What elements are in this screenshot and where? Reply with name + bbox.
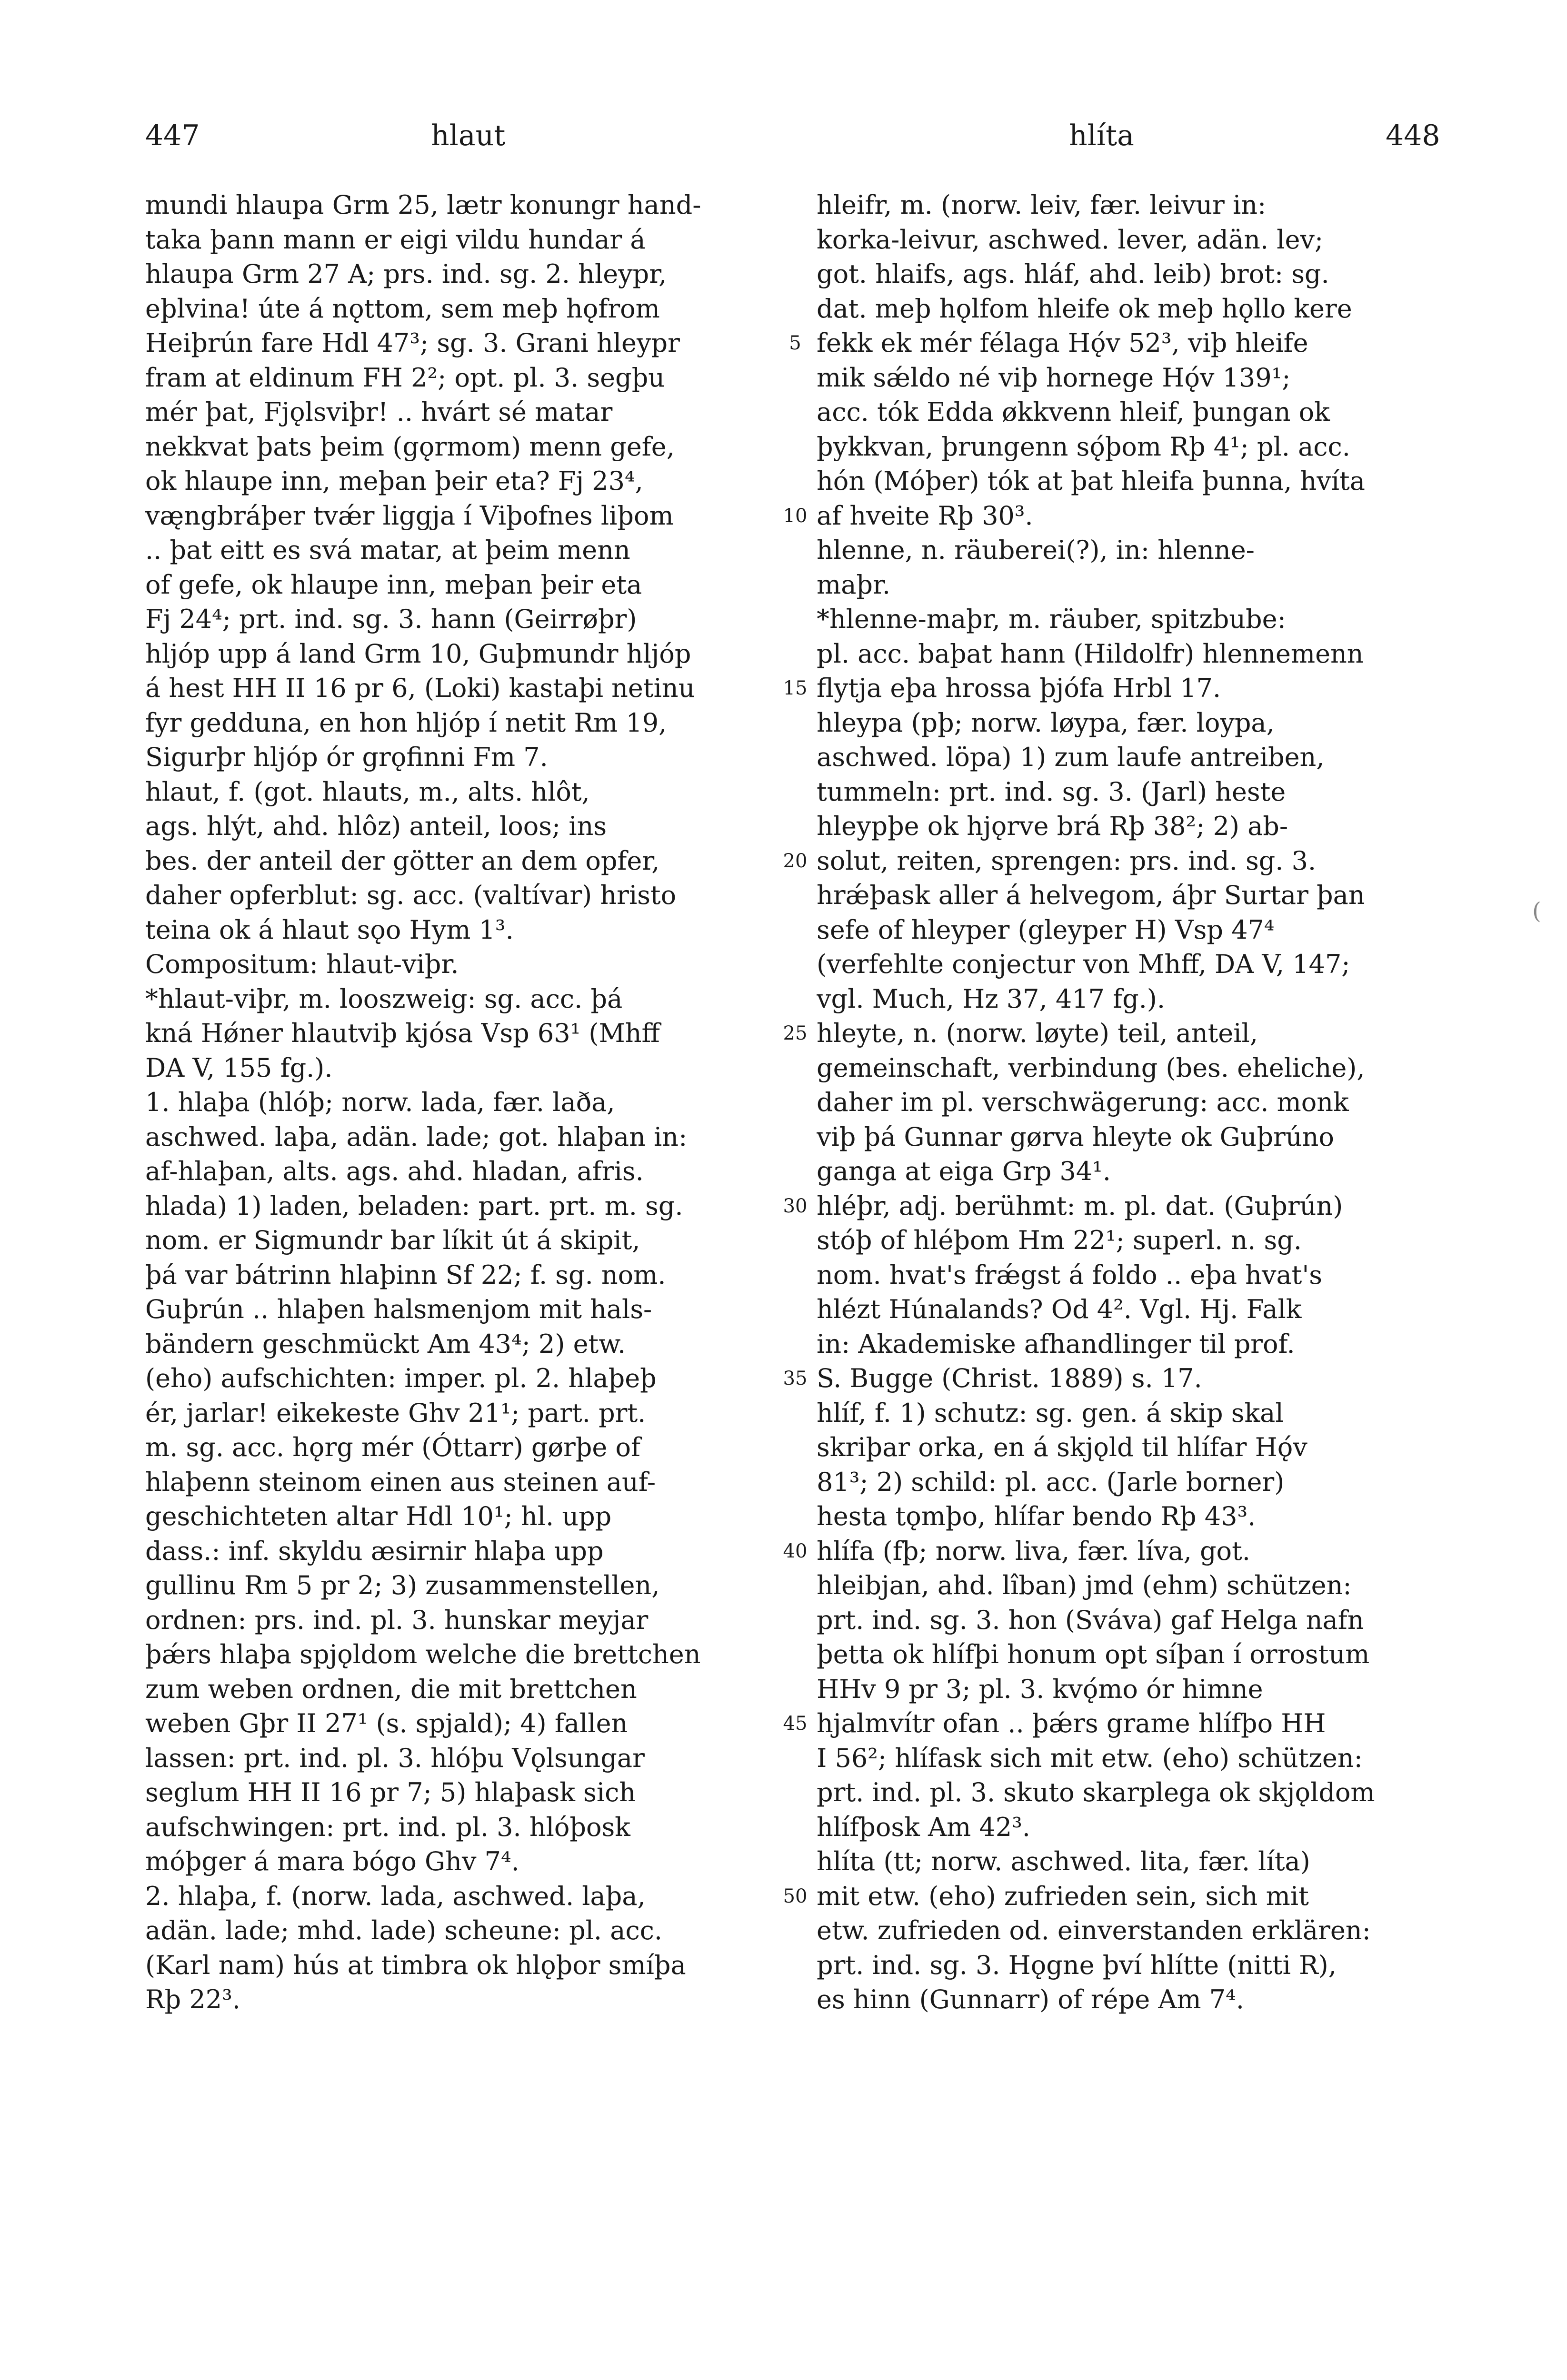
text-line: Compositum: hlaut-viþr. bbox=[145, 949, 459, 979]
text-line: geschichteten altar Hdl 10¹; hl. upp bbox=[145, 1501, 612, 1531]
text-line: hlada) 1) laden, beladen: part. prt. m. sg. bbox=[145, 1190, 683, 1221]
text-line: bändern geschmückt Am 43⁴; 2) etw. bbox=[145, 1329, 626, 1359]
text-line: ér, jarlar! eikekeste Ghv 21¹; part. prt. bbox=[145, 1398, 646, 1428]
text-line: adän. lade; mhd. lade) scheune: pl. acc. bbox=[145, 1915, 663, 1945]
text-line: af-hlaþan, alts. ags. ahd. hladan, afris. bbox=[145, 1156, 644, 1186]
text-line: nekkvat þats þeim (gǫrmom) menn gefe, bbox=[145, 431, 675, 462]
text-line: (Karl nam) hús at timbra ok hlǫþor smíþa bbox=[145, 1950, 686, 1980]
text-line: hlífa (fþ; norw. liva, fær. líva, got. bbox=[817, 1536, 1250, 1566]
text-line: aufschwingen: prt. ind. pl. 3. hlóþosk bbox=[145, 1812, 630, 1842]
text-line: daher opferblut: sg. acc. (valtívar) hristo bbox=[145, 880, 677, 910]
text-line: mik sǽldo né viþ hornege Hǫ́v 139¹; bbox=[817, 362, 1291, 393]
text-line: hleypa (pþ; norw. løypa, fær. loypa, bbox=[817, 707, 1275, 738]
text-line: bes. der anteil der götter an dem opfer, bbox=[145, 845, 660, 876]
text-line: hrǽþask aller á helvegom, áþr Surtar þan bbox=[817, 880, 1365, 910]
text-line: hlíta (tt; norw. aschwed. lita, fær. líta) bbox=[817, 1846, 1310, 1876]
text-line: dass.: inf. skyldu æsirnir hlaþa upp bbox=[145, 1536, 604, 1566]
text-line: hlézt Húnalands? Od 4². Vgl. Hj. Falk bbox=[817, 1294, 1302, 1324]
line-number: 5 bbox=[789, 332, 801, 354]
text-line: mit etw. (eho) zufrieden sein, sich mit bbox=[817, 1881, 1309, 1911]
text-line: hljóp upp á land Grm 10, Guþmundr hljóp bbox=[145, 638, 691, 669]
text-line: aschwed. laþa, adän. lade; got. hlaþan in: bbox=[145, 1121, 688, 1152]
text-line: þǽrs hlaþa spjǫldom welche die brettchen bbox=[145, 1639, 701, 1669]
text-line: aschwed. löpa) 1) zum laufe antreiben, bbox=[817, 742, 1325, 772]
text-line: seglum HH II 16 pr 7; 5) hlaþask sich bbox=[145, 1777, 636, 1807]
text-line: af hveite Rþ 30³. bbox=[817, 500, 1033, 531]
text-line: solut, reiten, sprengen: prs. ind. sg. 3. bbox=[817, 845, 1317, 876]
text-line: gullinu Rm 5 pr 2; 3) zusammenstellen, bbox=[145, 1570, 660, 1600]
text-line: hón (Móþer) tók at þat hleifa þunna, hvíta bbox=[817, 466, 1365, 496]
running-head-left: hlaut bbox=[431, 119, 506, 152]
text-line: S. Bugge (Christ. 1889) s. 17. bbox=[817, 1363, 1202, 1393]
text-line: mér þat, Fjǫlsviþr! .. hvárt sé matar bbox=[145, 397, 613, 427]
text-line: pl. acc. baþat hann (Hildolfr) hlennemenn bbox=[817, 638, 1364, 669]
text-line: hlífþosk Am 42³. bbox=[817, 1812, 1030, 1842]
text-line: þykkvan, þrungenn sǫ́þom Rþ 4¹; pl. acc. bbox=[817, 431, 1350, 462]
text-line: Guþrún .. hlaþen halsmenjom mit hals- bbox=[145, 1294, 652, 1324]
line-number: 30 bbox=[783, 1195, 808, 1217]
text-line: 2. hlaþa, f. (norw. lada, aschwed. laþa, bbox=[145, 1881, 646, 1911]
text-line: etw. zufrieden od. einverstanden erklären: bbox=[817, 1915, 1371, 1945]
text-line: nom. hvat's frǽgst á foldo .. eþa hvat's bbox=[817, 1259, 1322, 1290]
text-line: flytja eþa hrossa þjófa Hrbl 17. bbox=[817, 673, 1221, 703]
text-line: m. sg. acc. hǫrg mér (Óttarr) gørþe of bbox=[145, 1432, 641, 1462]
text-line: taka þann mann er eigi vildu hundar á bbox=[145, 224, 646, 255]
text-line: mundi hlaupa Grm 25, lætr konungr hand- bbox=[145, 190, 701, 220]
text-line: (verfehlte conjectur von Mhff, DA V, 147; bbox=[817, 949, 1350, 979]
text-line: Fj 24⁴; prt. ind. sg. 3. hann (Geirrøþr) bbox=[145, 604, 637, 634]
text-line: in: Akademiske afhandlinger til prof. bbox=[817, 1329, 1295, 1359]
line-number: 45 bbox=[783, 1713, 808, 1735]
text-line: væ̨ngbráþer tvǽr liggja í Viþofnes liþom bbox=[145, 500, 674, 531]
text-line: ok hlaupe inn, meþan þeir eta? Fj 23⁴, bbox=[145, 466, 643, 496]
text-line: prt. ind. sg. 3. Hǫgne því hlítte (nitti R), bbox=[817, 1950, 1337, 1980]
text-line: teina ok á hlaut sǫo Hym 1³. bbox=[145, 914, 514, 945]
text-line: I 56²; hlífask sich mit etw. (eho) schützen: bbox=[817, 1743, 1363, 1773]
text-line: skriþar orka, en á skjǫld til hlífar Hǫ́v bbox=[817, 1432, 1307, 1462]
margin-mark: ( bbox=[1532, 898, 1541, 924]
text-line: hleifr, m. (norw. leiv, fær. leivur in: bbox=[817, 190, 1267, 220]
text-line: korka-leivur, aschwed. lever, adän. lev; bbox=[817, 224, 1324, 255]
text-line: hesta tǫmþo, hlífar bendo Rþ 43³. bbox=[817, 1501, 1256, 1531]
text-line: hlaut, f. (got. hlauts, m., alts. hlôt, bbox=[145, 776, 590, 807]
text-line: hlaupa Grm 27 A; prs. ind. sg. 2. hleypr, bbox=[145, 259, 667, 289]
text-line: lassen: prt. ind. pl. 3. hlóþu Vǫlsungar bbox=[145, 1743, 645, 1773]
text-line: of gefe, ok hlaupe inn, meþan þeir eta bbox=[145, 569, 642, 600]
text-line: fram at eldinum FH 2²; opt. pl. 3. segþu bbox=[145, 362, 665, 393]
text-line: prt. ind. pl. 3. skuto skarplega ok skjǫldom bbox=[817, 1777, 1375, 1807]
text-line: tummeln: prt. ind. sg. 3. (Jarl) heste bbox=[817, 776, 1286, 807]
text-line: hleibjan, ahd. lîban) jmd (ehm) schützen: bbox=[817, 1570, 1352, 1600]
text-line: ordnen: prs. ind. pl. 3. hunskar meyjar bbox=[145, 1605, 649, 1635]
text-line: hjalmvítr ofan .. þǽrs grame hlífþo HH bbox=[817, 1708, 1326, 1738]
line-number: 35 bbox=[783, 1368, 808, 1389]
text-line: *hlaut-viþr, m. looszweig: sg. acc. þá bbox=[145, 983, 623, 1014]
text-line: zum weben ordnen, die mit brettchen bbox=[145, 1674, 637, 1704]
text-line: acc. tók Edda økkvenn hleif, þungan ok bbox=[817, 397, 1330, 427]
running-head-right: hlíta bbox=[1069, 119, 1134, 152]
text-line: eþlvina! úte á nǫttom, sem meþ hǫfrom bbox=[145, 293, 660, 324]
text-line: daher im pl. verschwägerung: acc. monk bbox=[817, 1087, 1349, 1117]
text-line: hleypþe ok hjǫrve brá Rþ 38²; 2) ab- bbox=[817, 811, 1288, 841]
text-line: ags. hlýt, ahd. hlôz) anteil, loos; ins bbox=[145, 811, 607, 841]
text-line: prt. ind. sg. 3. hon (Sváva) gaf Helga nafn bbox=[817, 1605, 1364, 1635]
text-line: got. hlaifs, ags. hláf, ahd. leib) brot: sg. bbox=[817, 259, 1329, 289]
text-line: hleyte, n. (norw. løyte) teil, anteil, bbox=[817, 1018, 1258, 1048]
text-line: móþger á mara bógo Ghv 7⁴. bbox=[145, 1846, 519, 1876]
text-line: dat. meþ hǫlfom hleife ok meþ hǫllo kere bbox=[817, 293, 1352, 324]
page-number-right: 448 bbox=[1386, 119, 1440, 152]
text-line: (eho) aufschichten: imper. pl. 2. hlaþeþ bbox=[145, 1363, 657, 1393]
line-number: 10 bbox=[783, 505, 808, 527]
text-line: 81³; 2) schild: pl. acc. (Jarle borner) bbox=[817, 1467, 1285, 1497]
text-line: ganga at eiga Grp 34¹. bbox=[817, 1156, 1111, 1186]
text-line: nom. er Sigmundr bar líkit út á skipit, bbox=[145, 1225, 640, 1255]
text-line: es hinn (Gunnarr) of répe Am 7⁴. bbox=[817, 1984, 1244, 2014]
text-line: hlenne, n. räuberei(?), in: hlenne- bbox=[817, 535, 1255, 565]
text-line: fyr gedduna, en hon hljóp í netit Rm 19, bbox=[145, 707, 667, 738]
text-line: *hlenne-maþr, m. räuber, spitzbube: bbox=[817, 604, 1286, 634]
text-line: viþ þá Gunnar gørva hleyte ok Guþrúno bbox=[817, 1121, 1334, 1152]
text-line: kná Hǿner hlautviþ kjósa Vsp 63¹ (Mhff bbox=[145, 1018, 660, 1048]
right-column bbox=[817, 188, 1438, 2017]
text-line: Sigurþr hljóp ór grǫfinni Fm 7. bbox=[145, 742, 548, 772]
text-line: 1. hlaþa (hlóþ; norw. lada, fær. laða, bbox=[145, 1087, 615, 1117]
text-line: Heiþrún fare Hdl 47³; sg. 3. Grani hleypr bbox=[145, 328, 680, 358]
line-number: 15 bbox=[783, 677, 808, 699]
text-line: hléþr, adj. berühmt: m. pl. dat. (Guþrún) bbox=[817, 1190, 1343, 1221]
text-line: þá var bátrinn hlaþinn Sf 22; f. sg. nom. bbox=[145, 1259, 666, 1290]
line-number: 20 bbox=[783, 850, 808, 872]
text-line: hlíf, f. 1) schutz: sg. gen. á skip skal bbox=[817, 1398, 1284, 1428]
text-line: þetta ok hlífþi honum opt síþan í orrostum bbox=[817, 1639, 1370, 1669]
text-line: DA V, 155 fg.). bbox=[145, 1052, 333, 1083]
text-line: gemeinschaft, verbindung (bes. eheliche), bbox=[817, 1052, 1365, 1083]
text-line: weben Gþr II 27¹ (s. spjald); 4) fallen bbox=[145, 1708, 628, 1738]
line-number: 40 bbox=[783, 1540, 808, 1562]
text-line: stóþ of hléþom Hm 22¹; superl. n. sg. bbox=[817, 1225, 1302, 1255]
page-number-left: 447 bbox=[145, 119, 200, 152]
text-line: .. þat eitt es svá matar, at þeim menn bbox=[145, 535, 630, 565]
text-line: vgl. Much, Hz 37, 417 fg.). bbox=[817, 983, 1166, 1014]
text-line: maþr. bbox=[817, 569, 891, 600]
text-line: hlaþenn steinom einen aus steinen auf- bbox=[145, 1467, 656, 1497]
text-line: sefe of hleyper (gleyper H) Vsp 47⁴ bbox=[817, 914, 1275, 945]
text-line: fekk ek mér félaga Hǫ́v 52³, viþ hleife bbox=[817, 328, 1308, 358]
left-column bbox=[145, 188, 779, 2017]
text-line: HHv 9 pr 3; pl. 3. kvǫ́mo ór himne bbox=[817, 1674, 1263, 1704]
text-line: Rþ 22³. bbox=[145, 1984, 240, 2014]
line-number: 25 bbox=[783, 1022, 808, 1044]
text-line: á hest HH II 16 pr 6, (Loki) kastaþi netinu bbox=[145, 673, 695, 703]
line-number: 50 bbox=[783, 1885, 808, 1907]
